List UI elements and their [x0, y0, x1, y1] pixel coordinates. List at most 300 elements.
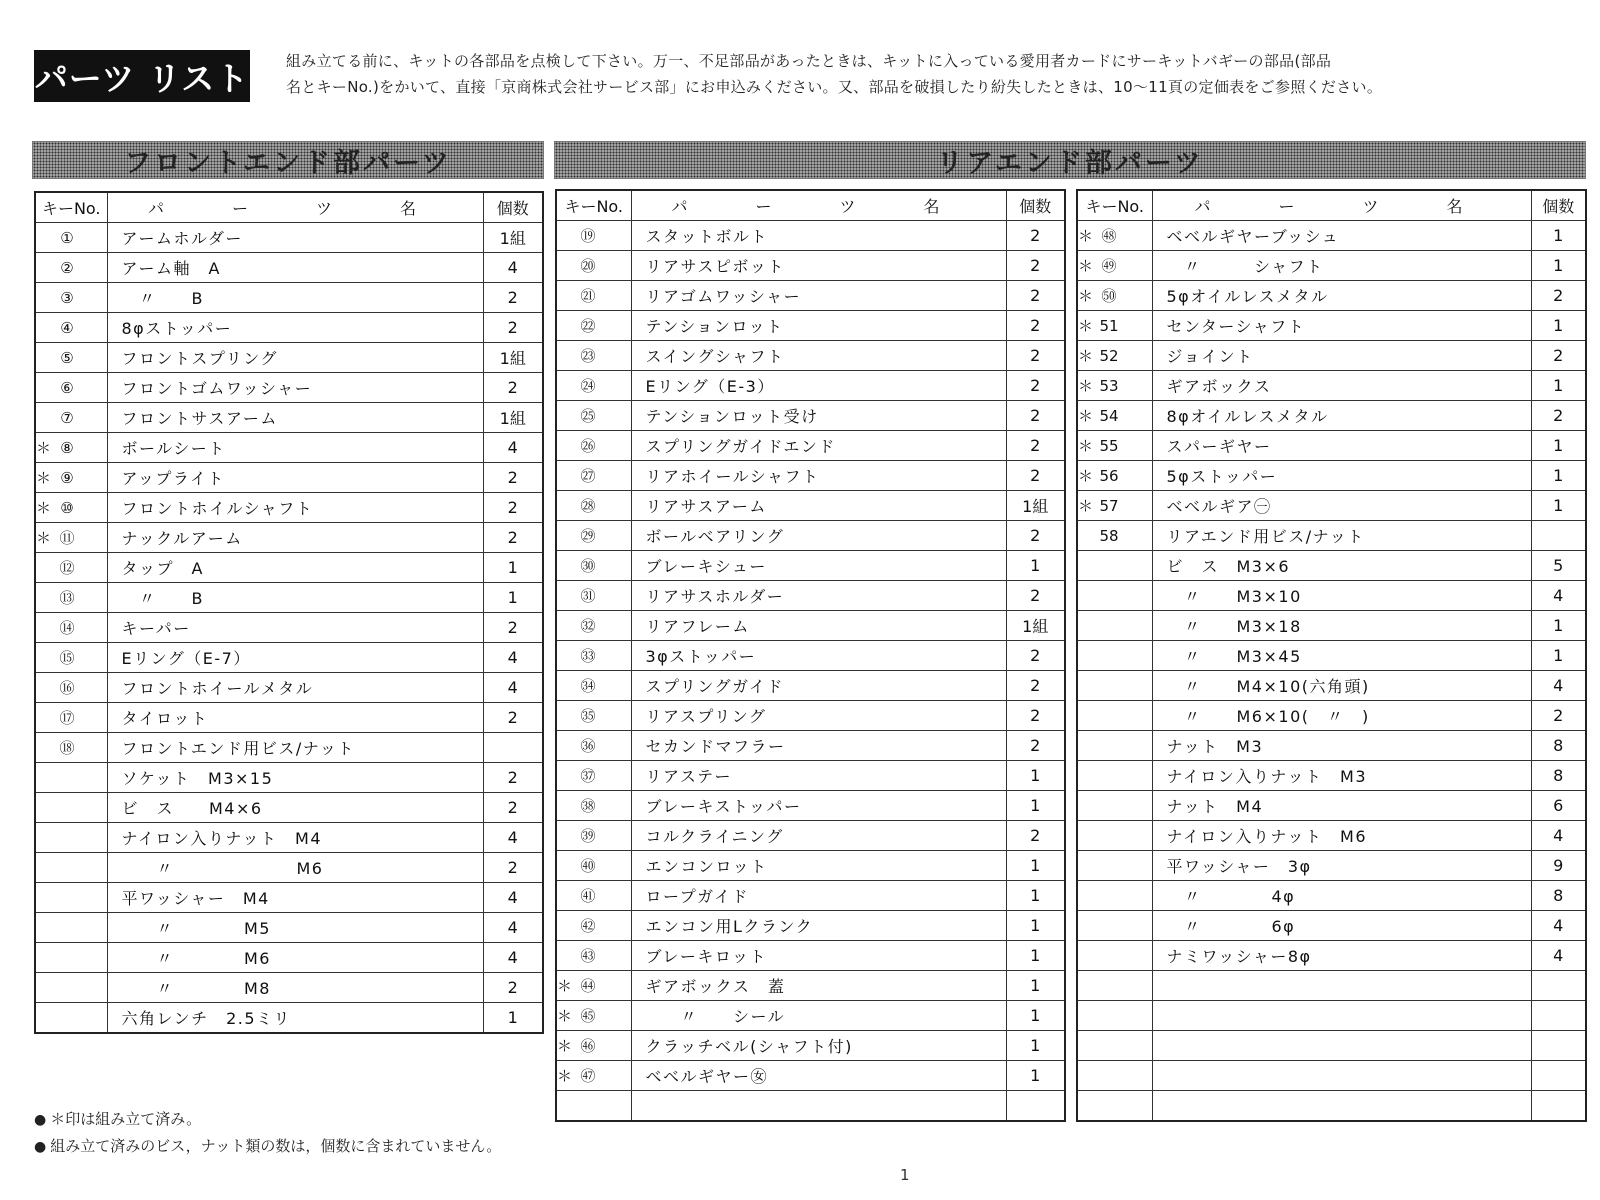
- part-name-cell: 〃 シール: [631, 1001, 1006, 1031]
- part-name-cell: ナイロン入りナット M6: [1152, 821, 1531, 851]
- part-name-cell: エンコン用Lクランク: [631, 911, 1006, 941]
- key-number: ㊿: [1101, 287, 1117, 305]
- rear-parts-table-1: [555, 189, 1066, 1122]
- table-row: [1077, 641, 1586, 671]
- key-number: ㉝: [580, 647, 596, 665]
- table-row: [1077, 1031, 1586, 1061]
- table-row: [35, 403, 543, 433]
- table-row: [556, 521, 1065, 551]
- part-name-cell: ナイロン入りナット M3: [1152, 761, 1531, 791]
- part-name-cell: セカンドマフラー: [631, 731, 1006, 761]
- key-number: 53: [1099, 377, 1119, 395]
- quantity-cell: 1: [1006, 881, 1065, 911]
- part-name-cell: ベベルギヤー㊛: [631, 1061, 1006, 1091]
- rear-parts-body-2: [1077, 221, 1586, 1122]
- key-no-cell: [1077, 551, 1152, 581]
- key-no-cell: [35, 343, 107, 373]
- quantity-cell: 1: [1006, 911, 1065, 941]
- assembled-mark: ＊: [557, 1007, 573, 1025]
- quantity-cell: 2: [1006, 521, 1065, 551]
- key-number: ㊺: [580, 1007, 596, 1025]
- key-no-cell: [556, 1091, 631, 1122]
- part-name-cell: 5φオイルレスメタル: [1152, 281, 1531, 311]
- table-row: [1077, 221, 1586, 251]
- assembled-mark: ＊: [1078, 497, 1094, 515]
- part-name-cell: ナイロン入りナット M4: [107, 823, 483, 853]
- quantity-cell: 2: [1006, 281, 1065, 311]
- part-name-cell: アップライト: [107, 463, 483, 493]
- quantity-cell: 4: [483, 823, 543, 853]
- key-no-cell: [556, 1031, 631, 1061]
- key-number: ⑥: [60, 378, 74, 397]
- key-no-cell: [556, 491, 631, 521]
- page-number: 1: [900, 1166, 910, 1184]
- key-number: ㊸: [580, 947, 596, 965]
- table-row: [35, 553, 543, 583]
- part-name-cell: 〃 M6×10( 〃 ): [1152, 701, 1531, 731]
- table-row: [35, 763, 543, 793]
- quantity-cell: 5: [1531, 551, 1586, 581]
- table-row: [556, 881, 1065, 911]
- table-row: [556, 341, 1065, 371]
- part-name-cell: エンコンロット: [631, 851, 1006, 881]
- key-number: ①: [60, 228, 74, 247]
- assembled-mark: ＊: [36, 469, 52, 487]
- key-no-cell: [35, 883, 107, 913]
- part-name-header: パ ー ツ 名: [1152, 190, 1531, 221]
- table-row: [1077, 431, 1586, 461]
- part-name-cell: センターシャフト: [1152, 311, 1531, 341]
- table-row: [556, 761, 1065, 791]
- quantity-cell: 9: [1531, 851, 1586, 881]
- key-number: ⑬: [59, 589, 75, 607]
- key-number: 51: [1099, 317, 1119, 335]
- quantity-cell: 1: [1006, 851, 1065, 881]
- assembled-mark: ＊: [36, 499, 52, 517]
- key-no-cell: [1077, 221, 1152, 251]
- table-row: [556, 551, 1065, 581]
- key-number: 57: [1099, 497, 1119, 515]
- table-row: [35, 943, 543, 973]
- assembled-mark: ＊: [557, 1067, 573, 1085]
- key-no-cell: [1077, 311, 1152, 341]
- footnote-2-text: 組み立て済みのビス，ナット類の数は，個数に含まれていません。: [50, 1137, 502, 1155]
- key-number: ④: [60, 318, 74, 337]
- part-name-cell: ジョイント: [1152, 341, 1531, 371]
- quantity-cell: 2: [1006, 311, 1065, 341]
- key-no-cell: [556, 581, 631, 611]
- quantity-cell: 4: [483, 253, 543, 283]
- table-header-row: [1077, 190, 1586, 221]
- quantity-cell: 2: [1006, 461, 1065, 491]
- quantity-cell: 2: [1006, 401, 1065, 431]
- part-name-cell: 〃 M6: [107, 943, 483, 973]
- quantity-cell: 1: [1531, 251, 1586, 281]
- key-no-cell: [1077, 401, 1152, 431]
- part-name-cell: リアサスホルダー: [631, 581, 1006, 611]
- quantity-cell: 2: [1006, 431, 1065, 461]
- key-no-cell: [35, 913, 107, 943]
- quantity-cell: 1: [1006, 551, 1065, 581]
- key-no-cell: [35, 553, 107, 583]
- quantity-cell: 8: [1531, 761, 1586, 791]
- part-name-cell: テンションロット受け: [631, 401, 1006, 431]
- assembled-mark: ＊: [1078, 257, 1094, 275]
- quantity-cell: [1531, 1061, 1586, 1091]
- table-row: [556, 821, 1065, 851]
- key-number: ⑤: [60, 348, 74, 367]
- part-name-cell: 〃 B: [107, 283, 483, 313]
- quantity-header: 個数: [1531, 190, 1586, 221]
- key-number: ㉚: [580, 557, 596, 575]
- quantity-cell: 1: [1006, 941, 1065, 971]
- table-row: [1077, 671, 1586, 701]
- key-no-cell: [1077, 281, 1152, 311]
- part-name-cell: 8φオイルレスメタル: [1152, 401, 1531, 431]
- table-row: [556, 461, 1065, 491]
- key-no-cell: [556, 371, 631, 401]
- part-name-cell: タイロット: [107, 703, 483, 733]
- part-name-header: パ ー ツ 名: [631, 190, 1006, 221]
- key-number: ⑯: [59, 679, 75, 697]
- part-name-cell: 8φストッパー: [107, 313, 483, 343]
- key-no-header: キーNo.: [35, 192, 107, 223]
- table-row: [1077, 401, 1586, 431]
- part-name-cell: [1152, 971, 1531, 1001]
- part-name-cell: ビ ス M4×6: [107, 793, 483, 823]
- table-row: [35, 613, 543, 643]
- key-no-cell: [35, 853, 107, 883]
- key-number: ②: [60, 258, 74, 277]
- quantity-cell: 1: [1006, 1061, 1065, 1091]
- part-name-cell: スパーギヤー: [1152, 431, 1531, 461]
- part-name-cell: Eリング（E-3）: [631, 371, 1006, 401]
- assembled-mark: ＊: [557, 1037, 573, 1055]
- table-row: [556, 1061, 1065, 1091]
- key-no-cell: [556, 221, 631, 251]
- table-row: [556, 1001, 1065, 1031]
- table-row: [35, 283, 543, 313]
- assembled-mark: ＊: [1078, 347, 1094, 365]
- table-header-row: [35, 192, 543, 223]
- quantity-cell: 1: [483, 553, 543, 583]
- key-number: ㉑: [580, 287, 596, 305]
- table-row: [556, 731, 1065, 761]
- table-row: [1077, 611, 1586, 641]
- table-row: [35, 733, 543, 763]
- footnote-1: [34, 1106, 501, 1133]
- front-parts-body: [35, 223, 543, 1034]
- key-number: ㊵: [580, 857, 596, 875]
- table-row: [1077, 731, 1586, 761]
- key-no-cell: [35, 973, 107, 1003]
- key-number: 55: [1099, 437, 1119, 455]
- part-name-cell: 〃 B: [107, 583, 483, 613]
- quantity-cell: 2: [483, 793, 543, 823]
- key-number: ㉞: [580, 677, 596, 695]
- key-no-cell: [35, 403, 107, 433]
- key-no-cell: [35, 763, 107, 793]
- key-number: ⑭: [59, 619, 75, 637]
- table-row: [35, 523, 543, 553]
- part-name-cell: 〃 M4×10(六角頭): [1152, 671, 1531, 701]
- quantity-cell: 4: [1531, 911, 1586, 941]
- table-row: [556, 221, 1065, 251]
- quantity-cell: 2: [483, 763, 543, 793]
- part-name-cell: キーパー: [107, 613, 483, 643]
- key-no-cell: [556, 611, 631, 641]
- quantity-cell: 2: [483, 853, 543, 883]
- part-name-cell: リアサスピボット: [631, 251, 1006, 281]
- table-row: [1077, 851, 1586, 881]
- assembled-mark: ＊: [557, 977, 573, 995]
- quantity-cell: 2: [1006, 731, 1065, 761]
- part-name-cell: ベベルギア㊀: [1152, 491, 1531, 521]
- quantity-cell: 1: [483, 1003, 543, 1034]
- table-row: [1077, 881, 1586, 911]
- quantity-cell: [1531, 521, 1586, 551]
- key-number: ㊾: [1101, 257, 1117, 275]
- key-number: 54: [1099, 407, 1119, 425]
- key-no-cell: [556, 401, 631, 431]
- key-no-cell: [35, 703, 107, 733]
- key-number: ㉕: [580, 407, 596, 425]
- quantity-cell: 4: [483, 673, 543, 703]
- part-name-cell: ブレーキストッパー: [631, 791, 1006, 821]
- key-no-cell: [556, 941, 631, 971]
- table-row: [35, 373, 543, 403]
- key-number: ㊳: [580, 797, 596, 815]
- key-no-cell: [556, 821, 631, 851]
- key-number: ㊴: [580, 827, 596, 845]
- key-no-cell: [35, 223, 107, 253]
- quantity-cell: 1: [483, 583, 543, 613]
- key-number: ㊻: [580, 1037, 596, 1055]
- key-no-cell: [556, 311, 631, 341]
- key-no-cell: [556, 881, 631, 911]
- quantity-cell: 1: [1531, 461, 1586, 491]
- assembled-mark: ＊: [36, 439, 52, 457]
- key-number: 52: [1099, 347, 1119, 365]
- table-row: [1077, 461, 1586, 491]
- part-name-cell: 平ワッシャー M4: [107, 883, 483, 913]
- quantity-cell: 2: [483, 703, 543, 733]
- key-number: ⑰: [59, 709, 75, 727]
- table-row: [556, 941, 1065, 971]
- key-no-cell: [35, 313, 107, 343]
- quantity-cell: 1: [1006, 761, 1065, 791]
- key-number: ㊹: [580, 977, 596, 995]
- key-no-header: キーNo.: [556, 190, 631, 221]
- key-no-cell: [35, 463, 107, 493]
- part-name-cell: ナミワッシャー8φ: [1152, 941, 1531, 971]
- key-number: 58: [1099, 526, 1119, 545]
- key-no-cell: [35, 283, 107, 313]
- key-number: ⑮: [59, 649, 75, 667]
- quantity-cell: 4: [1531, 581, 1586, 611]
- table-row: [35, 433, 543, 463]
- quantity-cell: 2: [1006, 251, 1065, 281]
- key-no-cell: [35, 373, 107, 403]
- part-name-cell: ブレーキロット: [631, 941, 1006, 971]
- key-no-cell: [556, 851, 631, 881]
- table-row: [1077, 371, 1586, 401]
- key-no-cell: [556, 281, 631, 311]
- key-no-cell: [556, 731, 631, 761]
- bullet-icon: ●: [34, 1139, 47, 1155]
- key-number: ㉗: [580, 467, 596, 485]
- quantity-header: 個数: [483, 192, 543, 223]
- key-number: ㊲: [580, 767, 596, 785]
- key-no-cell: [556, 701, 631, 731]
- key-number: ㊱: [580, 737, 596, 755]
- table-row: [35, 823, 543, 853]
- quantity-cell: 2: [1006, 821, 1065, 851]
- part-name-cell: 〃 M3×18: [1152, 611, 1531, 641]
- footnote-1-text: ＊印は組み立て済み。: [50, 1110, 202, 1128]
- part-name-cell: スプリングガイド: [631, 671, 1006, 701]
- part-name-cell: ギアボックス: [1152, 371, 1531, 401]
- intro-text: [286, 48, 1576, 100]
- part-name-cell: テンションロット: [631, 311, 1006, 341]
- table-row: [1077, 1061, 1586, 1091]
- quantity-cell: 4: [483, 943, 543, 973]
- quantity-cell: 2: [1006, 671, 1065, 701]
- table-row: [1077, 521, 1586, 551]
- quantity-cell: 2: [483, 973, 543, 1003]
- key-no-cell: [556, 791, 631, 821]
- quantity-cell: 1: [1531, 641, 1586, 671]
- table-row: [556, 431, 1065, 461]
- part-name-cell: 3φストッパー: [631, 641, 1006, 671]
- table-row: [1077, 1001, 1586, 1031]
- part-name-cell: フロントホイルシャフト: [107, 493, 483, 523]
- table-row: [35, 853, 543, 883]
- page-title: パーツ リスト: [34, 50, 250, 102]
- quantity-cell: 4: [483, 643, 543, 673]
- table-row: [556, 1091, 1065, 1122]
- table-row: [1077, 941, 1586, 971]
- key-number: ㊶: [580, 887, 596, 905]
- assembled-mark: ＊: [1078, 287, 1094, 305]
- part-name-cell: 5φストッパー: [1152, 461, 1531, 491]
- key-no-cell: [35, 253, 107, 283]
- rear-section-banner: リアエンド部パーツ: [554, 141, 1586, 179]
- part-name-cell: フロントサスアーム: [107, 403, 483, 433]
- intro-line-1: 組み立てる前に、キットの各部品を点検して下さい。万一、不足部品があったときは、キットに入っている愛用者カードにサーキットバギーの部品(部品: [286, 52, 1332, 70]
- assembled-mark: ＊: [1078, 317, 1094, 335]
- quantity-cell: [1531, 971, 1586, 1001]
- quantity-cell: 2: [1006, 221, 1065, 251]
- part-name-cell: Eリング（E-7）: [107, 643, 483, 673]
- part-name-cell: タップ A: [107, 553, 483, 583]
- part-name-cell: リアスプリング: [631, 701, 1006, 731]
- quantity-cell: [1531, 1001, 1586, 1031]
- key-no-cell: [556, 431, 631, 461]
- key-no-cell: [556, 641, 631, 671]
- part-name-cell: フロントホイールメタル: [107, 673, 483, 703]
- key-number: ㊽: [1101, 227, 1117, 245]
- table-row: [35, 223, 543, 253]
- quantity-cell: 2: [1006, 341, 1065, 371]
- key-no-cell: [556, 671, 631, 701]
- quantity-cell: 2: [1531, 281, 1586, 311]
- part-name-cell: [1152, 1091, 1531, 1122]
- key-no-cell: [1077, 1031, 1152, 1061]
- quantity-cell: [1006, 1091, 1065, 1122]
- assembled-mark: ＊: [36, 529, 52, 547]
- part-name-cell: リアエンド用ビス/ナット: [1152, 521, 1531, 551]
- table-row: [1077, 491, 1586, 521]
- table-row: [35, 643, 543, 673]
- key-no-cell: [556, 911, 631, 941]
- quantity-cell: 2: [1531, 341, 1586, 371]
- part-name-cell: 〃 M6: [107, 853, 483, 883]
- rear-parts-table-2: [1076, 189, 1587, 1122]
- key-no-cell: [35, 643, 107, 673]
- key-no-cell: [1077, 851, 1152, 881]
- key-no-cell: [1077, 491, 1152, 521]
- key-no-cell: [35, 823, 107, 853]
- part-name-cell: リアホイールシャフト: [631, 461, 1006, 491]
- table-row: [1077, 581, 1586, 611]
- key-no-cell: [1077, 461, 1152, 491]
- table-row: [1077, 281, 1586, 311]
- part-name-cell: 〃 M3×45: [1152, 641, 1531, 671]
- part-name-cell: フロントスプリング: [107, 343, 483, 373]
- key-no-cell: [1077, 521, 1152, 551]
- key-number: 56: [1099, 467, 1119, 485]
- key-no-cell: [1077, 371, 1152, 401]
- table-row: [35, 673, 543, 703]
- part-name-header: パ ー ツ 名: [107, 192, 483, 223]
- quantity-cell: 1: [1006, 971, 1065, 1001]
- table-row: [1077, 341, 1586, 371]
- part-name-cell: [1152, 1001, 1531, 1031]
- key-no-cell: [35, 583, 107, 613]
- assembled-mark: ＊: [1078, 437, 1094, 455]
- quantity-cell: 1組: [483, 403, 543, 433]
- assembled-mark: ＊: [1078, 467, 1094, 485]
- key-no-cell: [1077, 671, 1152, 701]
- quantity-cell: 1組: [1006, 491, 1065, 521]
- quantity-cell: 4: [1531, 671, 1586, 701]
- key-no-cell: [35, 793, 107, 823]
- key-no-cell: [1077, 791, 1152, 821]
- key-no-cell: [556, 521, 631, 551]
- quantity-cell: 1: [1531, 491, 1586, 521]
- key-no-cell: [1077, 701, 1152, 731]
- front-parts-table: [34, 191, 544, 1034]
- key-no-cell: [556, 1061, 631, 1091]
- key-no-cell: [35, 943, 107, 973]
- key-no-cell: [1077, 1061, 1152, 1091]
- quantity-cell: 2: [483, 493, 543, 523]
- quantity-cell: 1組: [483, 223, 543, 253]
- key-number: ㉟: [580, 707, 596, 725]
- table-row: [35, 703, 543, 733]
- key-no-cell: [556, 461, 631, 491]
- key-number: ⑲: [580, 227, 596, 245]
- quantity-cell: 6: [1531, 791, 1586, 821]
- part-name-cell: フロントエンド用ビス/ナット: [107, 733, 483, 763]
- footnote-2: [34, 1133, 501, 1160]
- table-row: [35, 313, 543, 343]
- key-no-cell: [35, 733, 107, 763]
- key-no-cell: [1077, 341, 1152, 371]
- quantity-cell: 4: [1531, 821, 1586, 851]
- table-row: [1077, 701, 1586, 731]
